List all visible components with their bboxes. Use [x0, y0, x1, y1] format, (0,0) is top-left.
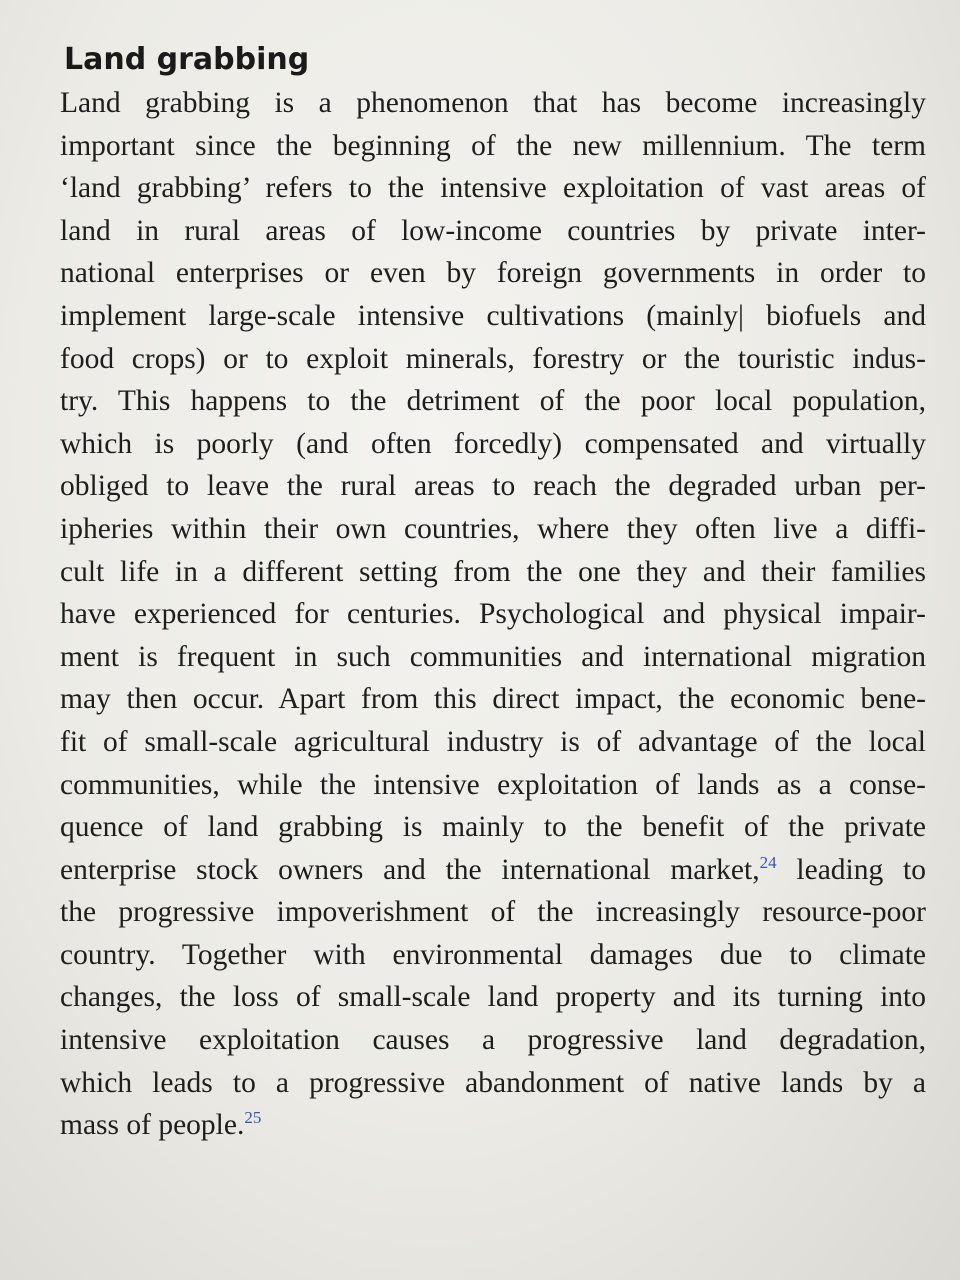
text-line: which leads to a progressive abandonment of native lands by a — [60, 1066, 926, 1099]
text-line: country. Together with environmental damages due to climate — [60, 938, 926, 971]
footnote-ref-24[interactable]: 24 — [759, 852, 777, 872]
text-line: communities, while the intensive exploitation of lands as a conse- — [60, 768, 926, 801]
text-line: have experienced for centuries. Psychological and physical impair- — [60, 598, 926, 631]
text-line: ment is frequent in such communities and international migration — [60, 640, 926, 673]
text-line-last — [60, 1104, 926, 1147]
text-line: food crops) or to exploit minerals, forestry or the touristic indus- — [60, 342, 926, 375]
body-paragraph — [60, 82, 926, 1147]
section-heading: Land grabbing — [64, 42, 310, 77]
text-line: implement large-scale intensive cultivations (mainly| biofuels and — [60, 299, 926, 332]
text-line: may then occur. Apart from this direct impact, the economic bene- — [60, 683, 926, 716]
text-line: quence of land grabbing is mainly to the benefit of the private — [60, 811, 926, 844]
text-line: important since the beginning of the new millennium. The term — [60, 129, 926, 162]
text-line: obliged to leave the rural areas to reach the degraded urban per- — [60, 470, 926, 503]
text-line: ipheries within their own countries, where they often live a diffi- — [60, 512, 926, 545]
text-line: changes, the loss of small-scale land property and its turning into — [60, 981, 926, 1014]
text-line: fit of small-scale agricultural industry is of advantage of the local — [60, 725, 926, 758]
text-segment: enterprise stock owners and the international market, — [60, 853, 760, 886]
text-segment: leading to — [776, 853, 926, 886]
text-line: ‘land grabbing’ refers to the intensive exploitation of vast areas of — [60, 172, 926, 205]
text-line: the progressive impoverishment of the increasingly resource-poor — [60, 896, 926, 929]
text-line: which is poorly (and often forcedly) compensated and virtually — [60, 427, 926, 460]
text-line: national enterprises or even by foreign governments in order to — [60, 257, 926, 290]
text-line: land in rural areas of low-income countries by private inter- — [60, 214, 926, 247]
text-line: intensive exploitation causes a progressive land degradation, — [60, 1024, 926, 1057]
text-line: Land grabbing is a phenomenon that has become increasingly — [60, 87, 926, 119]
text-line: try. This happens to the detriment of the poor local population, — [60, 385, 926, 418]
text-line: cult life in a different setting from the one they and their families — [60, 555, 926, 588]
text-segment: mass of people. — [60, 1109, 245, 1142]
text-line-with-ref — [60, 849, 926, 892]
footnote-ref-25[interactable]: 25 — [244, 1108, 262, 1128]
